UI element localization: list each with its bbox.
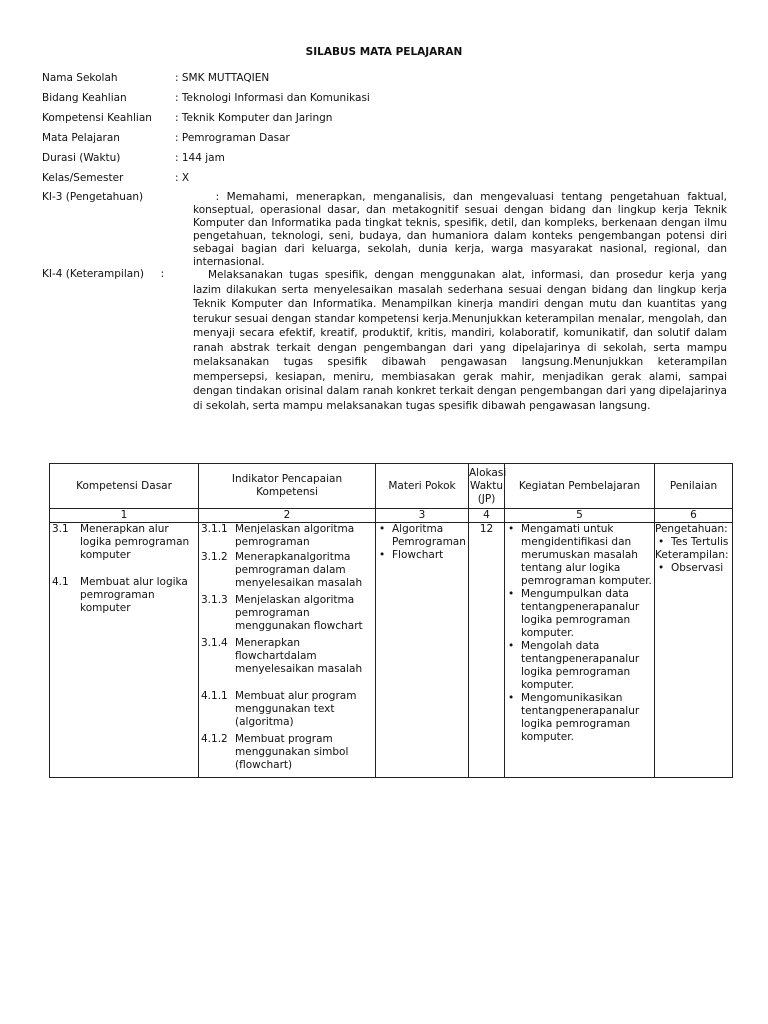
- kegiatan-text: Mengumpulkan data tentangpenerapanalur logika pemrograman komputer.: [521, 588, 640, 639]
- kegiatan-cell: [505, 523, 655, 778]
- identity-label: Durasi (Waktu): [42, 152, 121, 164]
- column-number: 3: [376, 509, 469, 523]
- indicator-number: 3.1.4: [201, 637, 228, 649]
- list-item: [505, 523, 654, 588]
- bullet: •: [508, 640, 515, 652]
- keterampilan-list: [655, 562, 732, 575]
- indicator-number: 3.1.1: [201, 523, 228, 535]
- kegiatan-text: Mengomunikasikan tentangpenerapanalur logika pemrograman komputer.: [521, 692, 640, 743]
- kegiatan-list: [505, 523, 654, 744]
- indicator-text: Menjelaskan algoritma pemrograman menggunakan flowchart: [235, 594, 363, 632]
- kd-item: [50, 576, 198, 615]
- indicator-item: [199, 690, 375, 729]
- column-header-alokasi: Alokasi Waktu (JP): [469, 464, 505, 509]
- penilaian-cell: [655, 523, 733, 778]
- identity-row-school: [42, 72, 732, 92]
- kegiatan-text: Mengamati untuk mengidentifikasi dan merumuskan masalah tentang alur logika pemrograman komputer.: [521, 523, 652, 587]
- alokasi-value: 12: [479, 523, 494, 535]
- indicator-item: [199, 733, 375, 772]
- identity-label: Kompetensi Keahlian: [42, 112, 152, 124]
- indicator-text: Menerapkanalgoritma pemrograman dalam menyelesaikan masalah: [235, 551, 363, 589]
- materi-list: [376, 523, 468, 562]
- column-header-penilaian: Penilaian: [655, 464, 733, 509]
- column-number: 2: [199, 509, 376, 523]
- indicator-text: Membuat alur program menggunakan text (algoritma): [235, 690, 357, 728]
- column-header-indikator: Indikator Pencapaian Kompetensi: [199, 464, 376, 509]
- ki4-text: Melaksanakan tugas spesifik, dengan menggunakan alat, informasi, dan prosedur kerja yang lazim dilakukan serta menyelesaikan masalah sederhana sesuai dengan bidang dan lingkup kerja Teknik Komputer dan Informatika. Menampilkan kinerja mandiri dengan mutu dan kuantitas yang terukur sesuai dengan standar kompetensi kerja.Menunjukkan keterampilan menalar, mengolah, dan menyaji secara efektif, kreatif, produktif, kritis, mandiri, kolaboratif, komunikatif, dan solutif dalam ranah abstrak terkait dengan pengembangan dari yang dipelajarinya di sekolah, serta mampu melaksanakan tugas spesifik dibawah pengawasan langsung.Menunjukkan keterampilan mempersepsi, kesiapan, meniru, membiasakan gerak mahir, menjadikan gerak alami, sampai dengan tindakan orisinal dalam ranah konkret terkait dengan pengembangan dari yang dipelajarinya di sekolah, serta mampu melaksanakan tugas spesifik dibawah pengawasan langsung.: [193, 269, 727, 412]
- indicator-number: 4.1.1: [201, 690, 228, 702]
- ki3-label: KI-3 (Pengetahuan): [42, 191, 144, 203]
- column-header-kegiatan: Kegiatan Pembelajaran: [505, 464, 655, 509]
- kompetensi-dasar-cell: [50, 523, 199, 778]
- materi-text: Algoritma Pemrograman: [392, 523, 466, 548]
- alokasi-cell: [469, 523, 505, 778]
- list-item: [505, 640, 654, 692]
- identity-value: : Teknik Komputer dan Jaringn: [175, 112, 333, 124]
- list-item: [505, 692, 654, 744]
- indicator-item: [199, 594, 375, 633]
- bullet: •: [508, 588, 515, 600]
- indicator-text: Membuat program menggunakan simbol (flowchart): [235, 733, 349, 771]
- indicator-number: 4.1.2: [201, 733, 228, 745]
- indicator-item: [199, 637, 375, 676]
- column-header-materi: Materi Pokok: [376, 464, 469, 509]
- identity-block: [42, 72, 732, 192]
- list-item: [655, 562, 732, 575]
- syllabus-table: [49, 463, 733, 778]
- materi-text: Flowchart: [392, 549, 444, 561]
- list-item: [655, 536, 732, 549]
- bullet: •: [379, 523, 386, 535]
- table-number-row: [50, 509, 733, 523]
- identity-label: Kelas/Semester: [42, 172, 124, 184]
- bullet: •: [379, 549, 386, 561]
- indicator-item: [199, 551, 375, 590]
- pengetahuan-label: Pengetahuan:: [655, 523, 728, 535]
- materi-cell: [376, 523, 469, 778]
- column-number: 1: [50, 509, 199, 523]
- keterampilan-label: Keterampilan:: [655, 549, 729, 561]
- bullet: •: [508, 523, 515, 535]
- indicator-number: 3.1.2: [201, 551, 228, 563]
- identity-value: : SMK MUTTAQIEN: [175, 72, 270, 84]
- identity-row-field: [42, 92, 732, 112]
- column-number: 4: [469, 509, 505, 523]
- identity-row-duration: [42, 152, 732, 172]
- indikator-cell: [199, 523, 376, 778]
- bullet: •: [658, 536, 665, 548]
- ki4-label: KI-4 (Keterampilan) :: [42, 268, 165, 280]
- ki3-text: : Memahami, menerapkan, menganalisis, dan mengevaluasi tentang pengetahuan faktual, konseptual, operasional dasar, dan metakognitif sesuai dengan bidang dan lingkup kerja Teknik Komputer dan Informatika pada tingkat teknis, spesifik, detil, dan kompleks, berkenaan dengan ilmu pengetahuan, teknologi, seni, budaya, dan humaniora dalam konteks pengembangan potensi diri sebagai bagian dari keluarga, sekolah, dunia kerja, warga masyarakat nasional, regional, dan internasional.: [193, 191, 731, 268]
- identity-label: Nama Sekolah: [42, 72, 118, 84]
- indicator-text: Menjelaskan algoritma pemrograman: [235, 523, 355, 548]
- identity-value: : Pemrograman Dasar: [175, 132, 290, 144]
- kd-item: [50, 523, 198, 562]
- indicator-text: Menerapkan flowchartdalam menyelesaikan masalah: [235, 637, 363, 675]
- bullet: •: [658, 562, 665, 574]
- keterampilan-item: Observasi: [671, 562, 724, 574]
- identity-value: : 144 jam: [175, 152, 225, 164]
- indicator-number: 3.1.3: [201, 594, 228, 606]
- identity-value: : X: [175, 172, 190, 184]
- column-number: 5: [505, 509, 655, 523]
- identity-row-subject: [42, 132, 732, 152]
- identity-row-competency: [42, 112, 732, 132]
- column-number: 6: [655, 509, 733, 523]
- list-item: [376, 549, 468, 562]
- kegiatan-text: Mengolah data tentangpenerapanalur logika pemrograman komputer.: [521, 640, 640, 691]
- kd-number: 3.1: [52, 523, 69, 535]
- kd-number: 4.1: [52, 576, 69, 588]
- kd-text: Membuat alur logika pemrograman komputer: [80, 576, 188, 614]
- bullet: •: [508, 692, 515, 704]
- indicator-item: [199, 523, 375, 549]
- column-header-kompetensi-dasar: Kompetensi Dasar: [50, 464, 199, 509]
- table-row: [50, 523, 733, 778]
- list-item: [376, 523, 468, 549]
- kd-text: Menerapkan alur logika pemrograman komputer: [80, 523, 190, 561]
- identity-row-class: [42, 172, 732, 192]
- identity-label: Mata Pelajaran: [42, 132, 120, 144]
- pengetahuan-item: Tes Tertulis: [671, 536, 729, 548]
- pengetahuan-list: [655, 536, 732, 549]
- table-header-row: [50, 464, 733, 509]
- identity-label: Bidang Keahlian: [42, 92, 127, 104]
- identity-value: : Teknologi Informasi dan Komunikasi: [175, 92, 370, 104]
- document-title: SILABUS MATA PELAJARAN: [305, 46, 463, 58]
- list-item: [505, 588, 654, 640]
